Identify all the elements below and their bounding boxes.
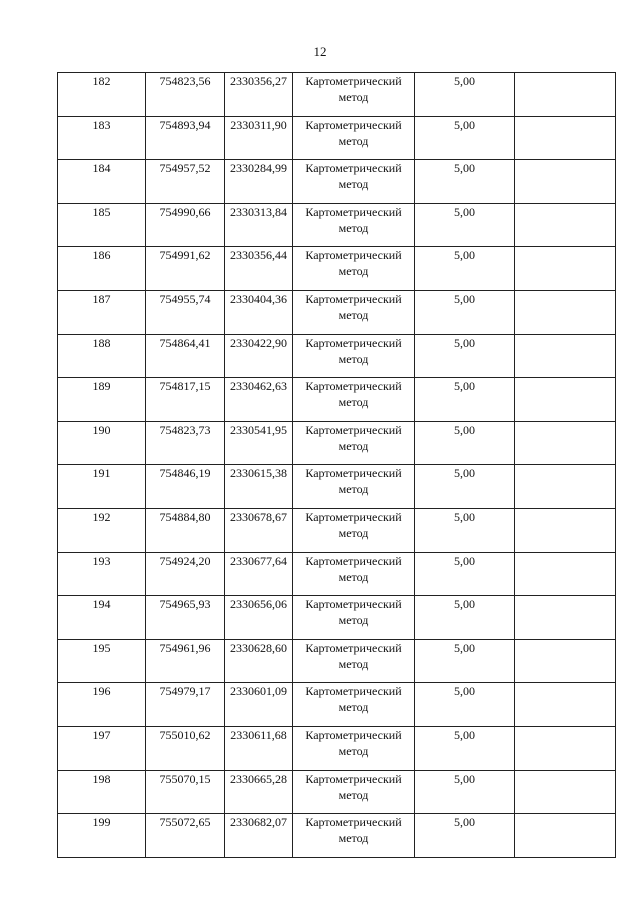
x-coordinate-cell: 754991,62 (146, 247, 225, 291)
x-coordinate-cell: 754979,17 (146, 683, 225, 727)
x-coordinate-cell: 754924,20 (146, 552, 225, 596)
method-line-2: метод (338, 525, 369, 540)
accuracy-cell: 5,00 (415, 726, 515, 770)
method-cell (293, 290, 415, 334)
point-number-cell: 192 (58, 508, 146, 552)
method-line-1: Картометрический (305, 727, 402, 742)
table-row (58, 421, 616, 465)
method-line-2: метод (338, 787, 369, 802)
point-number-cell: 191 (58, 465, 146, 509)
accuracy-cell: 5,00 (415, 683, 515, 727)
table-row (58, 552, 616, 596)
point-number-cell: 190 (58, 421, 146, 465)
table-row (58, 814, 616, 858)
y-coordinate-cell: 2330601,09 (225, 683, 293, 727)
note-cell (515, 552, 616, 596)
y-coordinate-cell: 2330356,27 (225, 73, 293, 117)
method-line-2: метод (338, 613, 369, 628)
coordinates-table-body (58, 73, 616, 858)
note-cell (515, 639, 616, 683)
table-row (58, 378, 616, 422)
y-coordinate-cell: 2330311,90 (225, 116, 293, 160)
table-row (58, 290, 616, 334)
y-coordinate-cell: 2330677,64 (225, 552, 293, 596)
y-coordinate-cell: 2330284,99 (225, 160, 293, 204)
note-cell (515, 508, 616, 552)
method-line-1: Картометрический (305, 74, 402, 88)
method-line-2: метод (338, 90, 369, 104)
method-line-1: Картометрический (305, 466, 402, 481)
method-line-1: Картометрический (305, 291, 402, 306)
method-line-1: Картометрический (305, 335, 402, 350)
point-number-cell: 194 (58, 596, 146, 640)
method-line-1: Картометрический (305, 248, 402, 263)
table-row (58, 247, 616, 291)
method-line-1: Картометрический (305, 509, 402, 524)
point-number-cell: 197 (58, 726, 146, 770)
method-cell (293, 160, 415, 204)
method-line-2: метод (338, 656, 369, 671)
note-cell (515, 596, 616, 640)
method-line-1: Картометрический (305, 597, 402, 612)
y-coordinate-cell: 2330422,90 (225, 334, 293, 378)
accuracy-cell: 5,00 (415, 334, 515, 378)
method-line-2: метод (338, 438, 369, 453)
x-coordinate-cell: 754955,74 (146, 290, 225, 334)
method-line-2: метод (338, 307, 369, 322)
note-cell (515, 683, 616, 727)
y-coordinate-cell: 2330678,67 (225, 508, 293, 552)
note-cell (515, 334, 616, 378)
method-line-1: Картометрический (305, 553, 402, 568)
point-number-cell: 187 (58, 290, 146, 334)
note-cell (515, 160, 616, 204)
note-cell (515, 421, 616, 465)
note-cell (515, 116, 616, 160)
method-cell (293, 378, 415, 422)
method-line-2: метод (338, 351, 369, 366)
table-row (58, 596, 616, 640)
x-coordinate-cell: 755070,15 (146, 770, 225, 814)
table-row (58, 639, 616, 683)
table-row (58, 116, 616, 160)
table-row (58, 73, 616, 117)
method-cell (293, 421, 415, 465)
accuracy-cell: 5,00 (415, 465, 515, 509)
method-line-2: метод (338, 220, 369, 235)
table-row (58, 465, 616, 509)
x-coordinate-cell: 754817,15 (146, 378, 225, 422)
method-line-2: метод (338, 395, 369, 410)
point-number-cell: 195 (58, 639, 146, 683)
accuracy-cell: 5,00 (415, 770, 515, 814)
note-cell (515, 726, 616, 770)
method-cell (293, 596, 415, 640)
y-coordinate-cell: 2330628,60 (225, 639, 293, 683)
point-number-cell: 188 (58, 334, 146, 378)
note-cell (515, 770, 616, 814)
method-line-1: Картометрический (305, 204, 402, 219)
x-coordinate-cell: 754846,19 (146, 465, 225, 509)
method-line-1: Картометрический (305, 117, 402, 132)
accuracy-cell: 5,00 (415, 160, 515, 204)
point-number-cell: 185 (58, 203, 146, 247)
method-cell (293, 247, 415, 291)
x-coordinate-cell: 754965,93 (146, 596, 225, 640)
note-cell (515, 290, 616, 334)
method-line-2: метод (338, 482, 369, 497)
point-number-cell: 198 (58, 770, 146, 814)
accuracy-cell: 5,00 (415, 508, 515, 552)
x-coordinate-cell: 754823,56 (146, 73, 225, 117)
coordinates-table (57, 72, 616, 858)
method-line-1: Картометрический (305, 422, 402, 437)
y-coordinate-cell: 2330611,68 (225, 726, 293, 770)
note-cell (515, 378, 616, 422)
table-row (58, 334, 616, 378)
note-cell (515, 73, 616, 117)
y-coordinate-cell: 2330541,95 (225, 421, 293, 465)
method-line-2: метод (338, 569, 369, 584)
point-number-cell: 193 (58, 552, 146, 596)
table-row (58, 683, 616, 727)
point-number-cell: 186 (58, 247, 146, 291)
note-cell (515, 814, 616, 858)
method-cell (293, 552, 415, 596)
note-cell (515, 465, 616, 509)
accuracy-cell: 5,00 (415, 116, 515, 160)
accuracy-cell: 5,00 (415, 596, 515, 640)
method-cell (293, 203, 415, 247)
accuracy-cell: 5,00 (415, 247, 515, 291)
accuracy-cell: 5,00 (415, 203, 515, 247)
point-number-cell: 189 (58, 378, 146, 422)
table-row (58, 770, 616, 814)
x-coordinate-cell: 754893,94 (146, 116, 225, 160)
method-line-1: Картометрический (305, 640, 402, 655)
table-row (58, 203, 616, 247)
y-coordinate-cell: 2330462,63 (225, 378, 293, 422)
x-coordinate-cell: 754957,52 (146, 160, 225, 204)
method-line-1: Картометрический (305, 815, 402, 830)
method-line-2: метод (338, 133, 369, 148)
accuracy-cell: 5,00 (415, 378, 515, 422)
method-cell (293, 465, 415, 509)
method-line-1: Картометрический (305, 684, 402, 699)
x-coordinate-cell: 754884,80 (146, 508, 225, 552)
y-coordinate-cell: 2330313,84 (225, 203, 293, 247)
x-coordinate-cell: 755072,65 (146, 814, 225, 858)
table-row (58, 508, 616, 552)
method-cell (293, 639, 415, 683)
y-coordinate-cell: 2330656,06 (225, 596, 293, 640)
y-coordinate-cell: 2330615,38 (225, 465, 293, 509)
note-cell (515, 203, 616, 247)
method-cell (293, 814, 415, 858)
accuracy-cell: 5,00 (415, 552, 515, 596)
x-coordinate-cell: 754990,66 (146, 203, 225, 247)
point-number-cell: 184 (58, 160, 146, 204)
method-line-2: метод (338, 177, 369, 192)
page-number: 12 (313, 44, 327, 59)
method-line-1: Картометрический (305, 771, 402, 786)
point-number-cell: 183 (58, 116, 146, 160)
point-number-cell: 196 (58, 683, 146, 727)
method-cell (293, 116, 415, 160)
method-line-1: Картометрический (305, 379, 402, 394)
point-number-cell: 182 (58, 73, 146, 117)
method-line-2: метод (338, 264, 369, 279)
accuracy-cell: 5,00 (415, 814, 515, 858)
x-coordinate-cell: 754961,96 (146, 639, 225, 683)
x-coordinate-cell: 754864,41 (146, 334, 225, 378)
method-cell (293, 334, 415, 378)
method-line-2: метод (338, 700, 369, 715)
method-cell (293, 683, 415, 727)
method-cell (293, 770, 415, 814)
x-coordinate-cell: 755010,62 (146, 726, 225, 770)
method-cell (293, 508, 415, 552)
method-line-1: Картометрический (305, 161, 402, 176)
y-coordinate-cell: 2330682,07 (225, 814, 293, 858)
note-cell (515, 247, 616, 291)
point-number-cell: 199 (58, 814, 146, 858)
y-coordinate-cell: 2330356,44 (225, 247, 293, 291)
method-line-2: метод (338, 831, 369, 846)
table-row (58, 160, 616, 204)
accuracy-cell: 5,00 (415, 73, 515, 117)
method-line-2: метод (338, 743, 369, 758)
table-row (58, 726, 616, 770)
x-coordinate-cell: 754823,73 (146, 421, 225, 465)
accuracy-cell: 5,00 (415, 290, 515, 334)
method-cell (293, 73, 415, 117)
y-coordinate-cell: 2330404,36 (225, 290, 293, 334)
accuracy-cell: 5,00 (415, 639, 515, 683)
method-cell (293, 726, 415, 770)
accuracy-cell: 5,00 (415, 421, 515, 465)
y-coordinate-cell: 2330665,28 (225, 770, 293, 814)
